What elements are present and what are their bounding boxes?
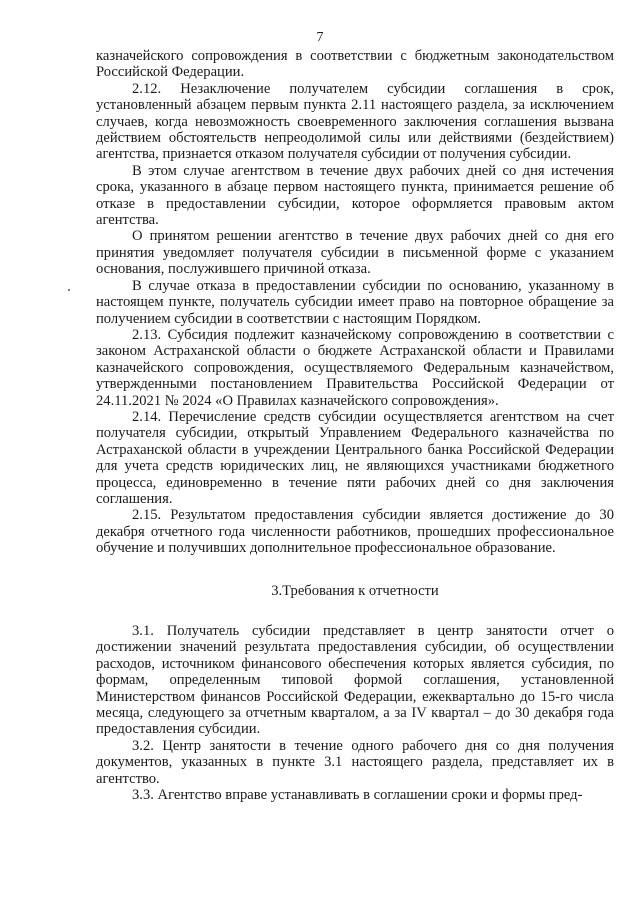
- paragraph-3-3: 3.3. Агентство вправе устанавливать в соглашении сроки и формы пред-: [132, 787, 583, 804]
- paragraph-continuation: казначейского сопровождения в соответствии с бюджетным законодательством Российской Федерации.: [96, 48, 614, 81]
- paragraph-3-1: 3.1. Получатель субсидии представляет в центр занятости отчет о достижении значений результата предоставления субсидии, об осуществлении расходов, источником финансового обеспечения которых является субсидия, по формам, определенным типовой формой соглашения, установленной Министерством финансов Российской Федерации, ежеквартально до 15-го числа месяца, следующего за отчетным кварталом, а за IV квартал – до 30 декабря года предоставления субсидии.: [96, 623, 614, 738]
- section-title-reporting: 3.Требования к отчетности: [271, 582, 439, 599]
- document-body: [96, 48, 614, 803]
- paragraph-notification: О принятом решении агентство в течение двух рабочих дней со дня его принятия уведомляет получателя субсидии в письменной форме с указанием основания, послужившего причиной отказа.: [96, 228, 614, 278]
- paragraph-2-13: 2.13. Субсидия подлежит казначейскому сопровождению в соответствии с законом Астраханской области о бюджете Астраханской области и Правилами казначейского сопровождения, осуществляемого Федеральным казначейством, утвержденными постановлением Правительства Российской Федерации от 24.11.2021 № 2024 «О Правилах казначейского сопровождения».: [96, 326, 614, 409]
- paragraph-repeat-application: В случае отказа в предоставлении субсидии по основанию, указанному в настоящем пункте, получатель субсидии имеет право на повторное обращение за получением субсидии в соответствии с настоящим Порядком.: [96, 277, 614, 327]
- paragraph-refusal-decision: В этом случае агентством в течение двух рабочих дней со дня истечения срока, указанного в абзаце первом настоящего пункта, принимается решение об отказе в предоставлении субсидии, которое оформляется правовым актом агентства.: [96, 162, 614, 229]
- paragraph-2-15: 2.15. Результатом предоставления субсидии является достижение до 30 декабря отчетного года численности работников, прошедших профессиональное обучение и получивших дополнительное профессиональное образование.: [96, 507, 614, 557]
- paragraph-2-12: 2.12. Незаключение получателем субсидии соглашения в срок, установленный абзацем первым пункта 2.11 настоящего раздела, за исключением случаев, когда невозможность своевременного заключения соглашения вызвана действием обстоятельств непреодолимой силы или действиями (бездействием) агентства, признается отказом получателя субсидии от получения субсидии.: [96, 80, 614, 163]
- paragraph-2-14: 2.14. Перечисление средств субсидии осуществляется агентством на счет получателя субсидии, открытый Управлением Федерального казначейства по Астраханской области в учреждении Центрального банка Российской Федерации для учета средств юридических лиц, не являющихся участниками бюджетного процесса, единовременно в течение пяти рабочих дней со дня заключения соглашения.: [96, 408, 614, 507]
- paragraph-3-2: 3.2. Центр занятости в течение одного рабочего дня со дня получения документов, указанных в пункте 3.1 настоящего раздела, представляет их в агентство.: [96, 737, 614, 787]
- page-number: 7: [316, 30, 324, 45]
- scan-speck: [68, 289, 70, 291]
